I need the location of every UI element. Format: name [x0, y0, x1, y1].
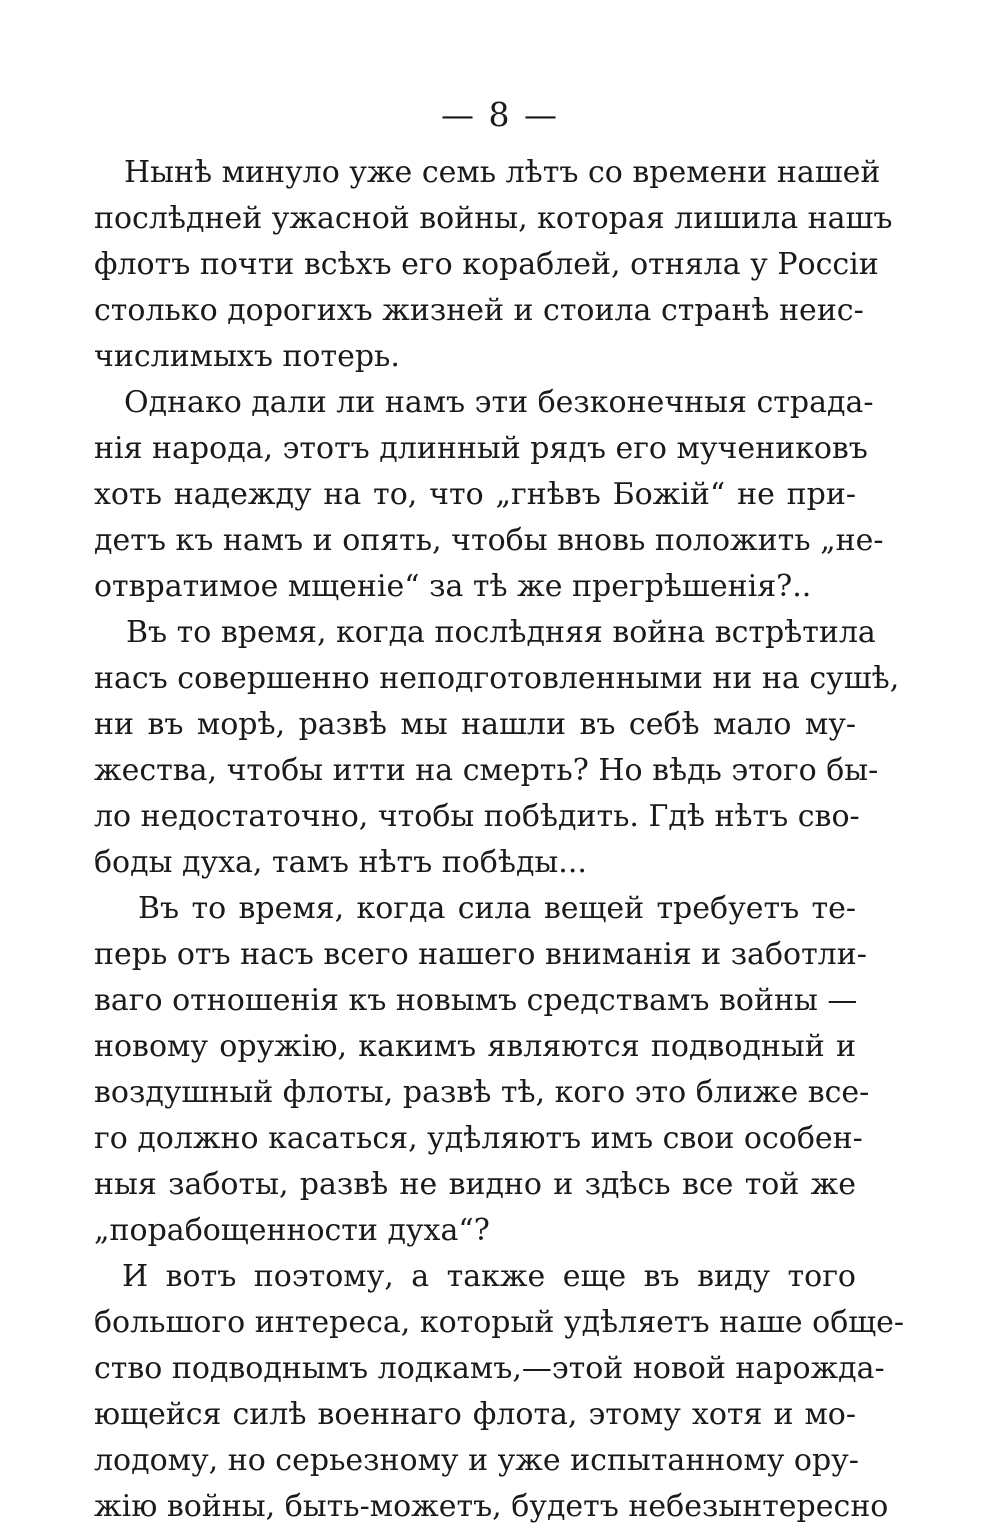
text-line: боды духа, тамъ нѣтъ побѣды...	[94, 845, 587, 880]
text-line: Однако дали ли намъ эти безконечныя страда-	[124, 385, 874, 420]
text-line: воздушный флоты, развѣ тѣ, кого это ближе все-	[94, 1075, 870, 1110]
text-line: отвратимое мщеніе“ за тѣ же прегрѣшенія?..	[94, 569, 812, 604]
text-line: ло недостаточно, чтобы побѣдить. Гдѣ нѣтъ сво-	[94, 799, 860, 834]
text-line: ющейся силѣ военнаго флота, этому хотя и мо-	[94, 1397, 856, 1432]
text-line: ныя заботы, развѣ не видно и здѣсь все той же	[94, 1167, 856, 1202]
text-line: го должно касаться, удѣляютъ имъ свои особен-	[94, 1121, 863, 1156]
text-line: Въ то время, когда сила вещей требуетъ те-	[138, 891, 856, 926]
text-line: лодому, но серьезному и уже испытанному ору-	[94, 1443, 859, 1478]
text-line: Нынѣ минуло уже семь лѣтъ со времени нашей	[124, 155, 881, 190]
text-line: нія народа, этотъ длинный рядъ его мучениковъ	[94, 431, 868, 466]
text-line: хоть надежду на то, что „гнѣвъ Божій“ не при-	[94, 477, 856, 512]
text-line: перь отъ насъ всего нашего вниманія и заботли-	[94, 937, 867, 972]
text-line: числимыхъ потерь.	[94, 339, 400, 374]
text-line: большого интереса, который удѣляетъ наше обще-	[94, 1305, 905, 1340]
text-line: столько дорогихъ жизней и стоила странѣ неис-	[94, 293, 864, 328]
text-line: послѣдней ужасной войны, которая лишила нашъ	[94, 201, 893, 236]
text-line: флотъ почти всѣхъ его кораблей, отняла у Россіи	[94, 247, 879, 282]
text-line: И вотъ поэтому, а также еще въ виду того	[122, 1259, 856, 1294]
text-line: „порабощенности духа“?	[94, 1213, 490, 1248]
text-line: жества, чтобы итти на смерть? Но вѣдь этого бы-	[94, 753, 879, 788]
text-line: ство подводнымъ лодкамъ,—этой новой нарожда-	[94, 1351, 885, 1386]
text-line: новому оружію, какимъ являются подводный и	[94, 1029, 856, 1064]
text-line: ни въ морѣ, развѣ мы нашли въ себѣ мало му-	[94, 707, 856, 742]
text-line: жію войны, быть-можетъ, будетъ небезынтересно	[94, 1489, 889, 1524]
text-line: Въ то время, когда послѣдняя война встрѣтила	[126, 615, 876, 650]
text-line: насъ совершенно неподготовленными ни на сушѣ,	[94, 661, 900, 696]
body-text	[94, 150, 905, 1530]
text-line: ваго отношенія къ новымъ средствамъ войны —	[94, 983, 858, 1018]
page-number: — 8 —	[441, 95, 559, 134]
text-line: детъ къ намъ и опять, чтобы вновь положить „не-	[94, 523, 884, 558]
